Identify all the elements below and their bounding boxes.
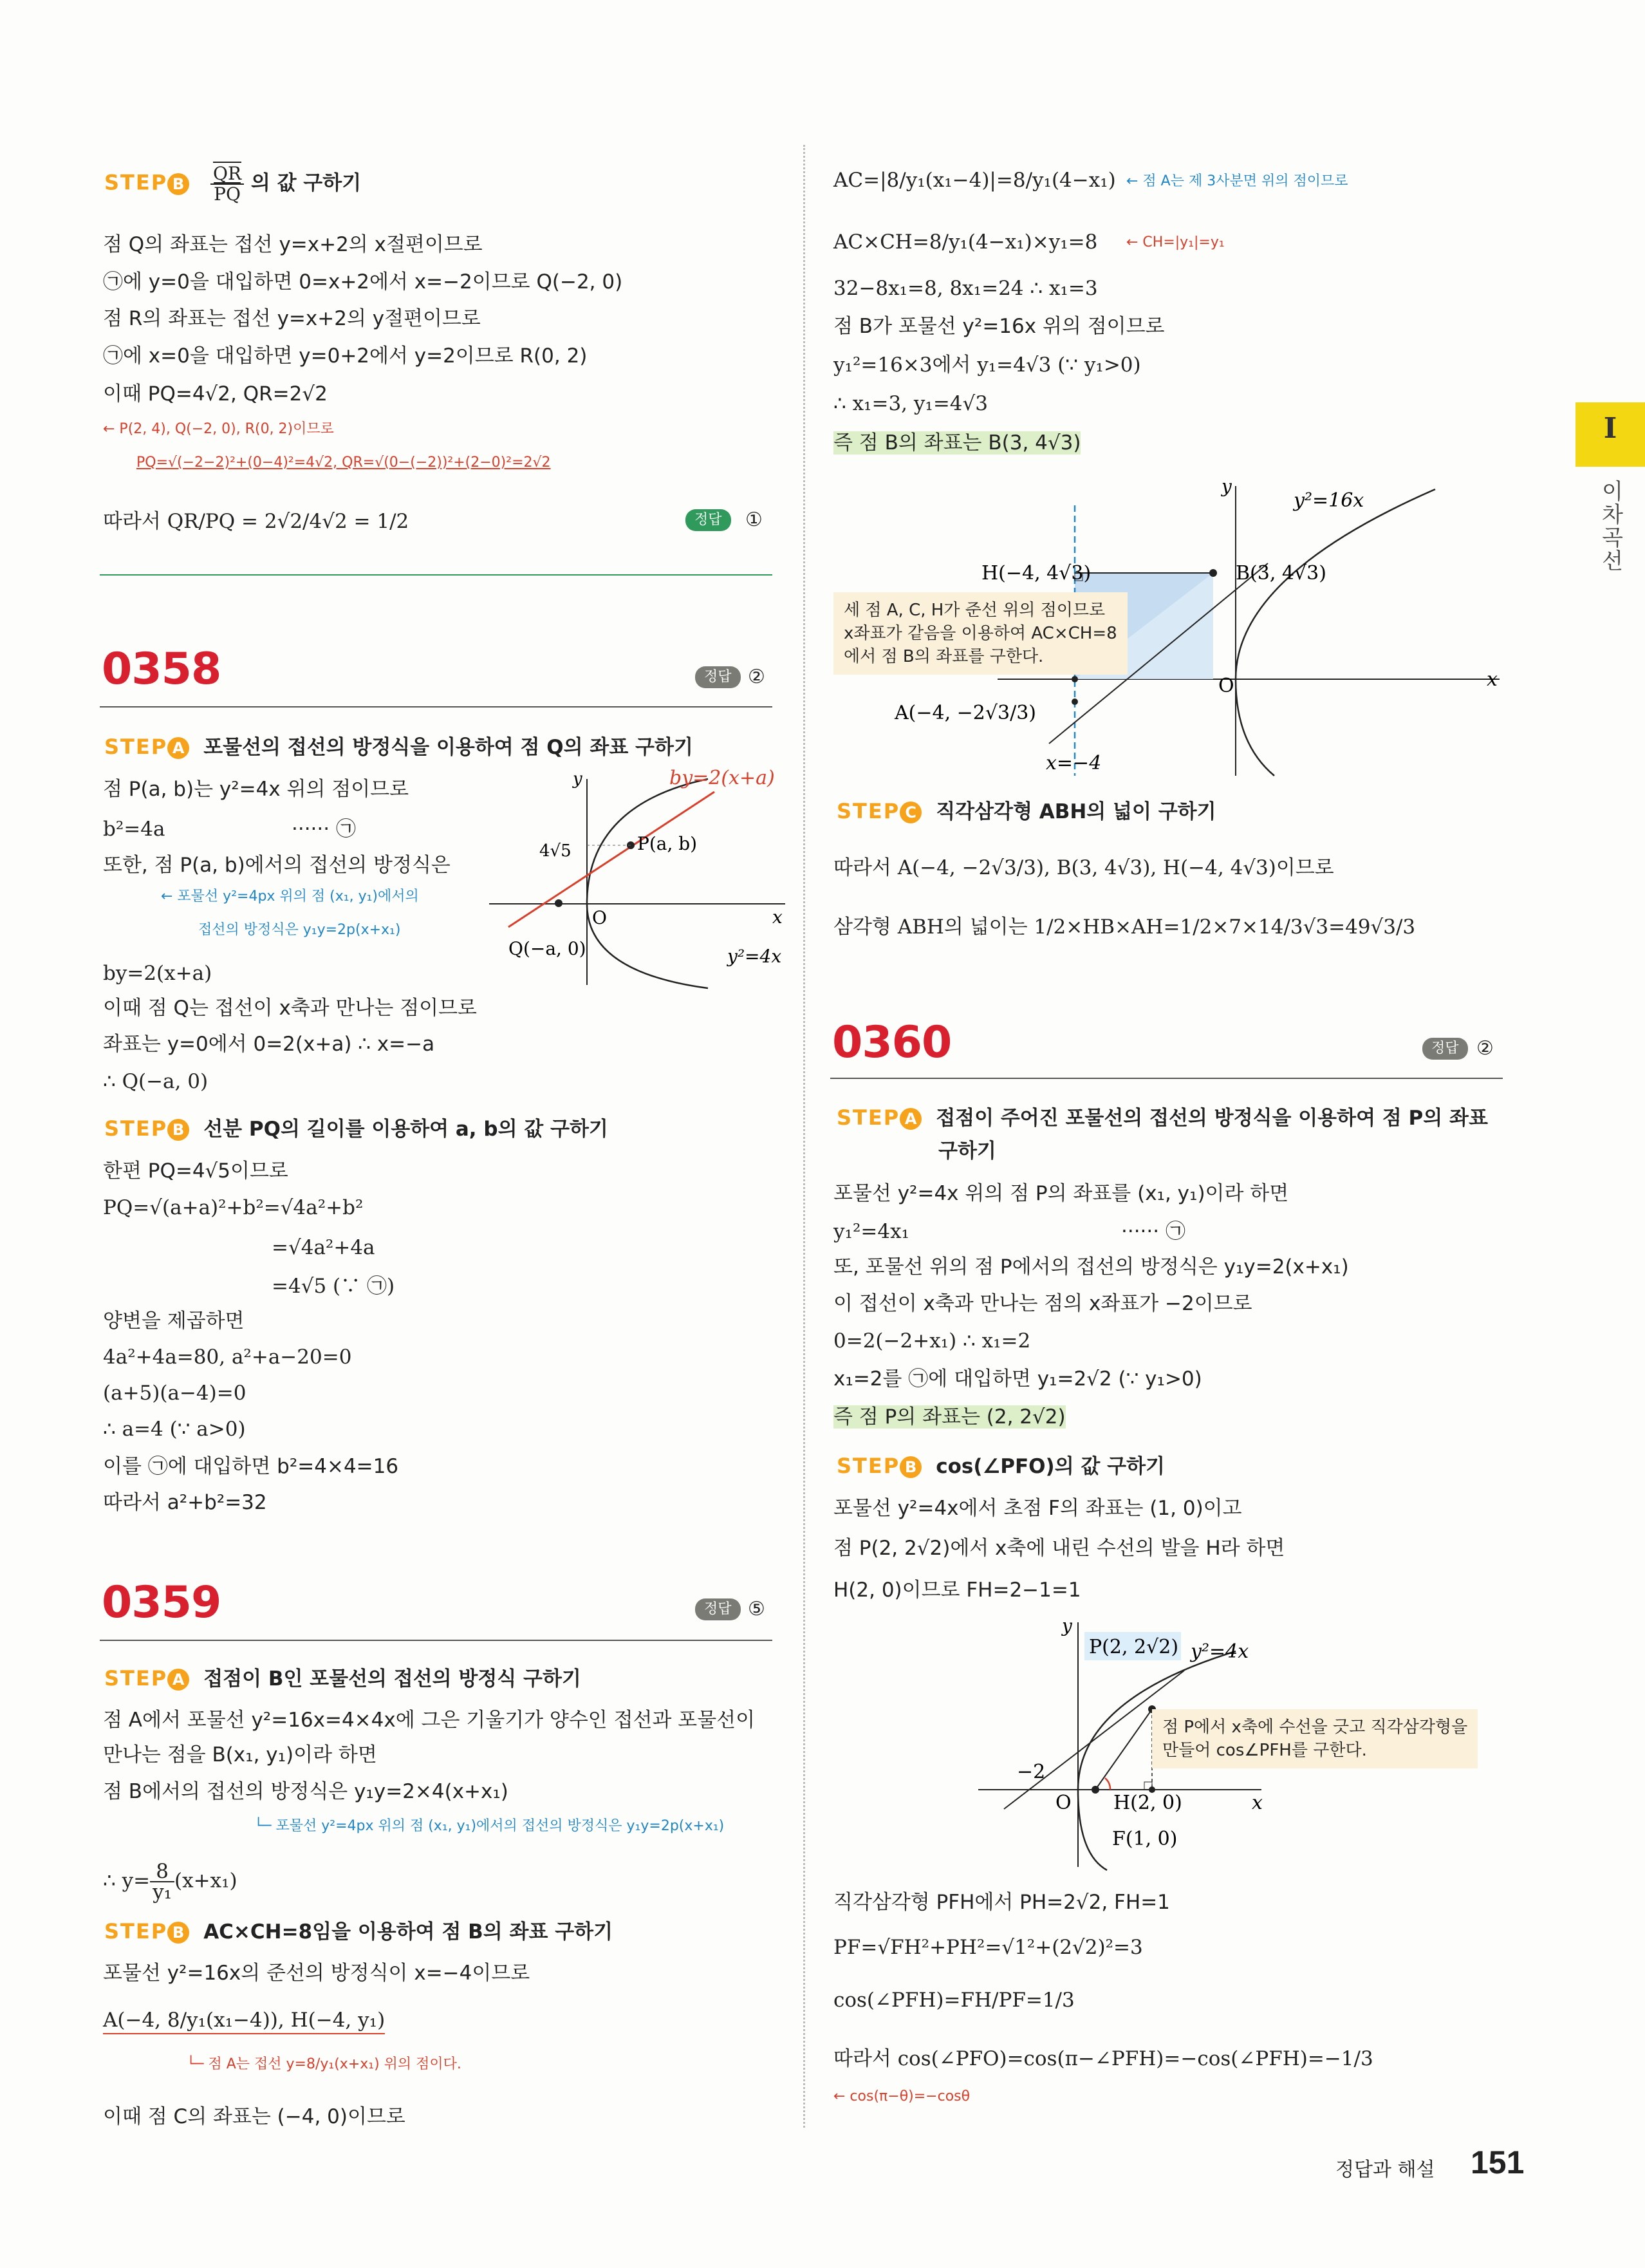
text-line: 만나는 점을 B(x₁, y₁)이라 하면 (103, 1743, 377, 1767)
problem-number: 0359 (102, 1577, 221, 1628)
text-line: 이때 점 Q는 접선이 x축과 만나는 점이므로 (103, 997, 478, 1020)
red-note: └─ 점 A는 접선 y=8/y₁(x+x₁) 위의 점이다. (187, 2056, 461, 2072)
origin-label: O (592, 907, 607, 928)
blue-note: └─ 포물선 y²=4px 위의 점 (x₁, y₁)에서의 접선의 방정식은 y₁y=2p(x+x₁) (254, 1818, 725, 1834)
b-label: B(3, 4√3) (1236, 562, 1326, 585)
text-line: ∴ Q(−a, 0) (103, 1070, 209, 1093)
p-label: P(a, b) (637, 833, 698, 854)
text-line: ∴ a=4 (∵ a>0) (103, 1418, 246, 1441)
column-divider (803, 145, 805, 2128)
text-line: 한편 PQ=4√5이므로 (103, 1159, 288, 1183)
answer-value: ② (748, 666, 765, 688)
text-line: 따라서 A(−4, −2√3/3), B(3, 4√3), H(−4, 4√3)이므로 (833, 856, 1334, 879)
chapter-roman: I (1603, 412, 1617, 445)
text-line: by=2(x+a) (103, 962, 212, 985)
step-b-header: STEP B $\frac{\overline{QR}}{PQ}$ 의 값 구하기 (104, 163, 362, 205)
parabola-label: y²=4x (727, 946, 782, 967)
point-a (1072, 698, 1078, 705)
point-b (1209, 569, 1217, 577)
directrix-label: x=−4 (1046, 752, 1102, 774)
text-line: 따라서 a²+b²=32 (103, 1491, 267, 1514)
y-intercept-label: 4√5 (539, 841, 572, 861)
text-line: 점 P(a, b)는 y²=4x 위의 점이므로 (103, 778, 409, 801)
step-a-header: STEP A 접점이 B인 포물선의 접선의 방정식 구하기 (104, 1666, 581, 1691)
text-line: 또한, 점 P(a, b)에서의 접선의 방정식은 (103, 854, 451, 877)
tag-line: ······ ㉠ (292, 818, 356, 841)
text-line: b²=4a (103, 818, 165, 841)
page-number: 151 (1471, 2144, 1525, 2180)
text-line: 또, 포물선 위의 점 P에서의 접선의 방정식은 y₁y=2(x+x₁) (833, 1255, 1349, 1279)
red-note: PQ=√(−2−2)²+(0−4)²=4√2, QR=√(0−(−2))²+(2−0)²=2√2 (136, 455, 551, 471)
y-label: y (1062, 1615, 1072, 1636)
step-b-header: STEP B 선분 PQ의 길이를 이용하여 a, b의 값 구하기 (104, 1116, 608, 1141)
x-label: x (772, 906, 783, 928)
step-b-header: STEP B AC×CH=8임을 이용하여 점 B의 좌표 구하기 (104, 1919, 613, 1944)
point-f (1092, 1786, 1099, 1794)
answer-value: ② (1476, 1037, 1494, 1060)
answer-badge: 정답 (1422, 1038, 1468, 1060)
text-line: 삼각형 ABH의 넓이는 1/2×HB×AH=1/2×7×14/3√3=49√3/3 (833, 915, 1416, 939)
segment-pf (1095, 1709, 1152, 1790)
y-label: y (1222, 476, 1232, 497)
step-b-header: STEP B cos(∠PFO)의 값 구하기 (837, 1454, 1166, 1478)
x-label: x (1252, 1792, 1263, 1814)
text-line: 포물선 y²=16x의 준선의 방정식이 x=−4이므로 (103, 1962, 530, 1985)
text-line: x₁=2를 ㉠에 대입하면 y₁=2√2 (∵ y₁>0) (833, 1367, 1202, 1391)
text-line: 직각삼각형 PFH에서 PH=2√2, FH=1 (833, 1891, 1170, 1914)
text-line: =4√5 (∵ ㉠) (272, 1275, 395, 1298)
text-line: 이때 점 C의 좌표는 (−4, 0)이므로 (103, 2105, 405, 2128)
text-line: 이때 PQ=4√2, QR=2√2 (103, 382, 328, 406)
answer-value: ⑤ (748, 1598, 765, 1620)
blue-note: ← 포물선 y²=4px 위의 점 (x₁, y₁)에서의 (161, 888, 419, 904)
final-line: 따라서 QR/PQ = 2√2/4√2 = 1/2 (103, 510, 409, 533)
answer-value: ① (745, 509, 763, 531)
text-line: ∴ x₁=3, y₁=4√3 (833, 392, 989, 415)
answer-badge: 정답 (685, 509, 731, 531)
text-line: 4a²+4a=80, a²+a−20=0 (103, 1345, 352, 1369)
text-line: ㉠에 x=0을 대입하면 y=0+2에서 y=2이므로 R(0, 2) (103, 344, 588, 368)
tag-line: ······ ㉠ (1121, 1220, 1185, 1243)
tip-callout: 점 P에서 x축에 수선을 긋고 직각삼각형을 만들어 cos∠PFH를 구한다. (1152, 1709, 1478, 1768)
text-line: (a+5)(a−4)=0 (103, 1382, 246, 1405)
point-q (555, 899, 562, 907)
answer-badge: 정답 (695, 1598, 741, 1620)
problem-number: 0358 (102, 644, 221, 695)
text-line: 양변을 제곱하면 (103, 1309, 245, 1333)
text-line: 포물선 y²=4x 위의 점 P의 좌표를 (x₁, y₁)이라 하면 (833, 1182, 1289, 1205)
text-line: y₁²=4x₁ (833, 1220, 909, 1243)
a-label: A(−4, −2√3/3) (895, 702, 1036, 724)
parabola-lower (1078, 1790, 1107, 1870)
text-line: 점 A에서 포물선 y²=16x=4×4x에 그은 기울기가 양수인 접선과 포물선이 (103, 1709, 756, 1732)
q-label: Q(−a, 0) (508, 938, 586, 959)
text-line: cos(∠PFH)=FH/PF=1/3 (833, 1989, 1075, 2012)
p-label: P(2, 2√2) (1089, 1636, 1179, 1658)
angle-mark (1105, 1778, 1110, 1790)
text-line: 좌표는 y=0에서 0=2(x+a) ∴ x=−a (103, 1033, 435, 1056)
text-line: 이를 ㉠에 대입하면 b²=4×4=16 (103, 1455, 399, 1478)
tangent-label: by=2(x+a) (669, 767, 775, 789)
text-line: 이 접선이 x축과 만나는 점의 x좌표가 −2이므로 (833, 1292, 1252, 1315)
h-label: H(2, 0) (1113, 1792, 1182, 1814)
step-a-header-2: 구하기 (938, 1139, 996, 1163)
y-label: y (573, 769, 582, 789)
text-line: 점 R의 좌표는 접선 y=x+2의 y절편이므로 (103, 307, 481, 330)
text-line: ㉠에 y=0을 대입하면 0=x+2에서 x=−2이므로 Q(−2, 0) (103, 270, 623, 294)
text-line: 점 Q의 좌표는 접선 y=x+2의 x절편이므로 (103, 233, 483, 256)
blue-note: 접선의 방정식은 y₁y=2p(x+x₁) (198, 922, 401, 938)
text-line: H(2, 0)이므로 FH=2−1=1 (833, 1579, 1081, 1602)
origin-label: O (1055, 1792, 1072, 1814)
answer-badge: 정답 (695, 666, 741, 688)
text-line: 즉 점 P의 좌표는 (2, 2√2) (833, 1405, 1066, 1429)
step-c-header: STEP C 직각삼각형 ABH의 넓이 구하기 (837, 799, 1216, 823)
h-label: H(−4, 4√3) (981, 562, 1092, 585)
parabola-label: y²=16x (1294, 489, 1364, 512)
section-rule (100, 1640, 772, 1641)
parabola-lower (1236, 679, 1274, 776)
text-line: 점 P(2, 2√2)에서 x축에 내린 수선의 발을 H라 하면 (833, 1537, 1285, 1560)
problem-number: 0360 (832, 1017, 952, 1068)
section-rule (100, 574, 772, 576)
text-line: 즉 점 B의 좌표는 B(3, 4√3) (833, 431, 1081, 455)
chapter-label: 이차곡선 (1597, 480, 1623, 572)
x-intercept-label: −2 (1017, 1761, 1046, 1783)
text-line: 점 B가 포물선 y²=16x 위의 점이므로 (833, 315, 1165, 338)
f-label: F(1, 0) (1112, 1828, 1178, 1850)
text-line: PF=√FH²+PH²=√1²+(2√2)²=3 (833, 1936, 1143, 1959)
text-line: 따라서 cos(∠PFO)=cos(π−∠PFH)=−cos(∠PFH)=−1/3 (833, 2047, 1373, 2070)
section-rule (830, 1078, 1503, 1079)
red-note: ← cos(π−θ)=−cosθ (833, 2088, 971, 2104)
text-line: AC×CH=8/y₁(4−x₁)×y₁=8 (833, 230, 1098, 254)
x-label: x (1487, 668, 1498, 691)
text-line: PQ=√(a+a)²+b²=√4a²+b² (103, 1196, 364, 1219)
text-line: =√4a²+4a (272, 1236, 375, 1259)
text-line: A(−4, 8/y₁(x₁−4)), H(−4, y₁) (103, 2007, 385, 2034)
text-line: y₁²=16×3에서 y₁=4√3 (∵ y₁>0) (833, 353, 1141, 377)
tip-callout: 세 점 A, C, H가 준선 위의 점이므로 x좌표가 같음을 이용하여 AC×CH=8 에서 점 B의 좌표를 구한다. (833, 592, 1128, 675)
section-rule (100, 706, 772, 708)
text-line: 점 B에서의 접선의 방정식은 y₁y=2×4(x+x₁) (103, 1780, 508, 1803)
red-note: ← P(2, 4), Q(−2, 0), R(0, 2)이므로 (103, 421, 334, 437)
footer-label: 정답과 해설 (1335, 2159, 1435, 2181)
parabola-label: y²=4x (1191, 1640, 1249, 1663)
text-line: 포물선 y²=4x에서 초점 F의 좌표는 (1, 0)이고 (833, 1497, 1242, 1520)
step-a-header: STEP A 접점이 주어진 포물선의 접선의 방정식을 이용하여 점 P의 좌표 (837, 1105, 1488, 1130)
origin-label: O (1218, 675, 1234, 697)
text-line: 0=2(−2+x₁) ∴ x₁=2 (833, 1329, 1031, 1353)
graph-358 (483, 766, 804, 998)
blue-note: ← 점 A는 제 3사분면 위의 점이므로 (1126, 173, 1348, 189)
text-line: AC=|8/y₁(x₁−4)|=8/y₁(4−x₁) (833, 169, 1116, 192)
step-a-header: STEP A 포물선의 접선의 방정식을 이용하여 점 Q의 좌표 구하기 (104, 735, 693, 759)
text-line: 32−8x₁=8, 8x₁=24 ∴ x₁=3 (833, 277, 1098, 300)
point-c (1072, 676, 1078, 682)
red-note: ← CH=|y₁|=y₁ (1126, 234, 1225, 250)
eq-line: ∴ y= $\frac{8}{\text{y₁}}$ (x+x₁) (103, 1860, 237, 1904)
